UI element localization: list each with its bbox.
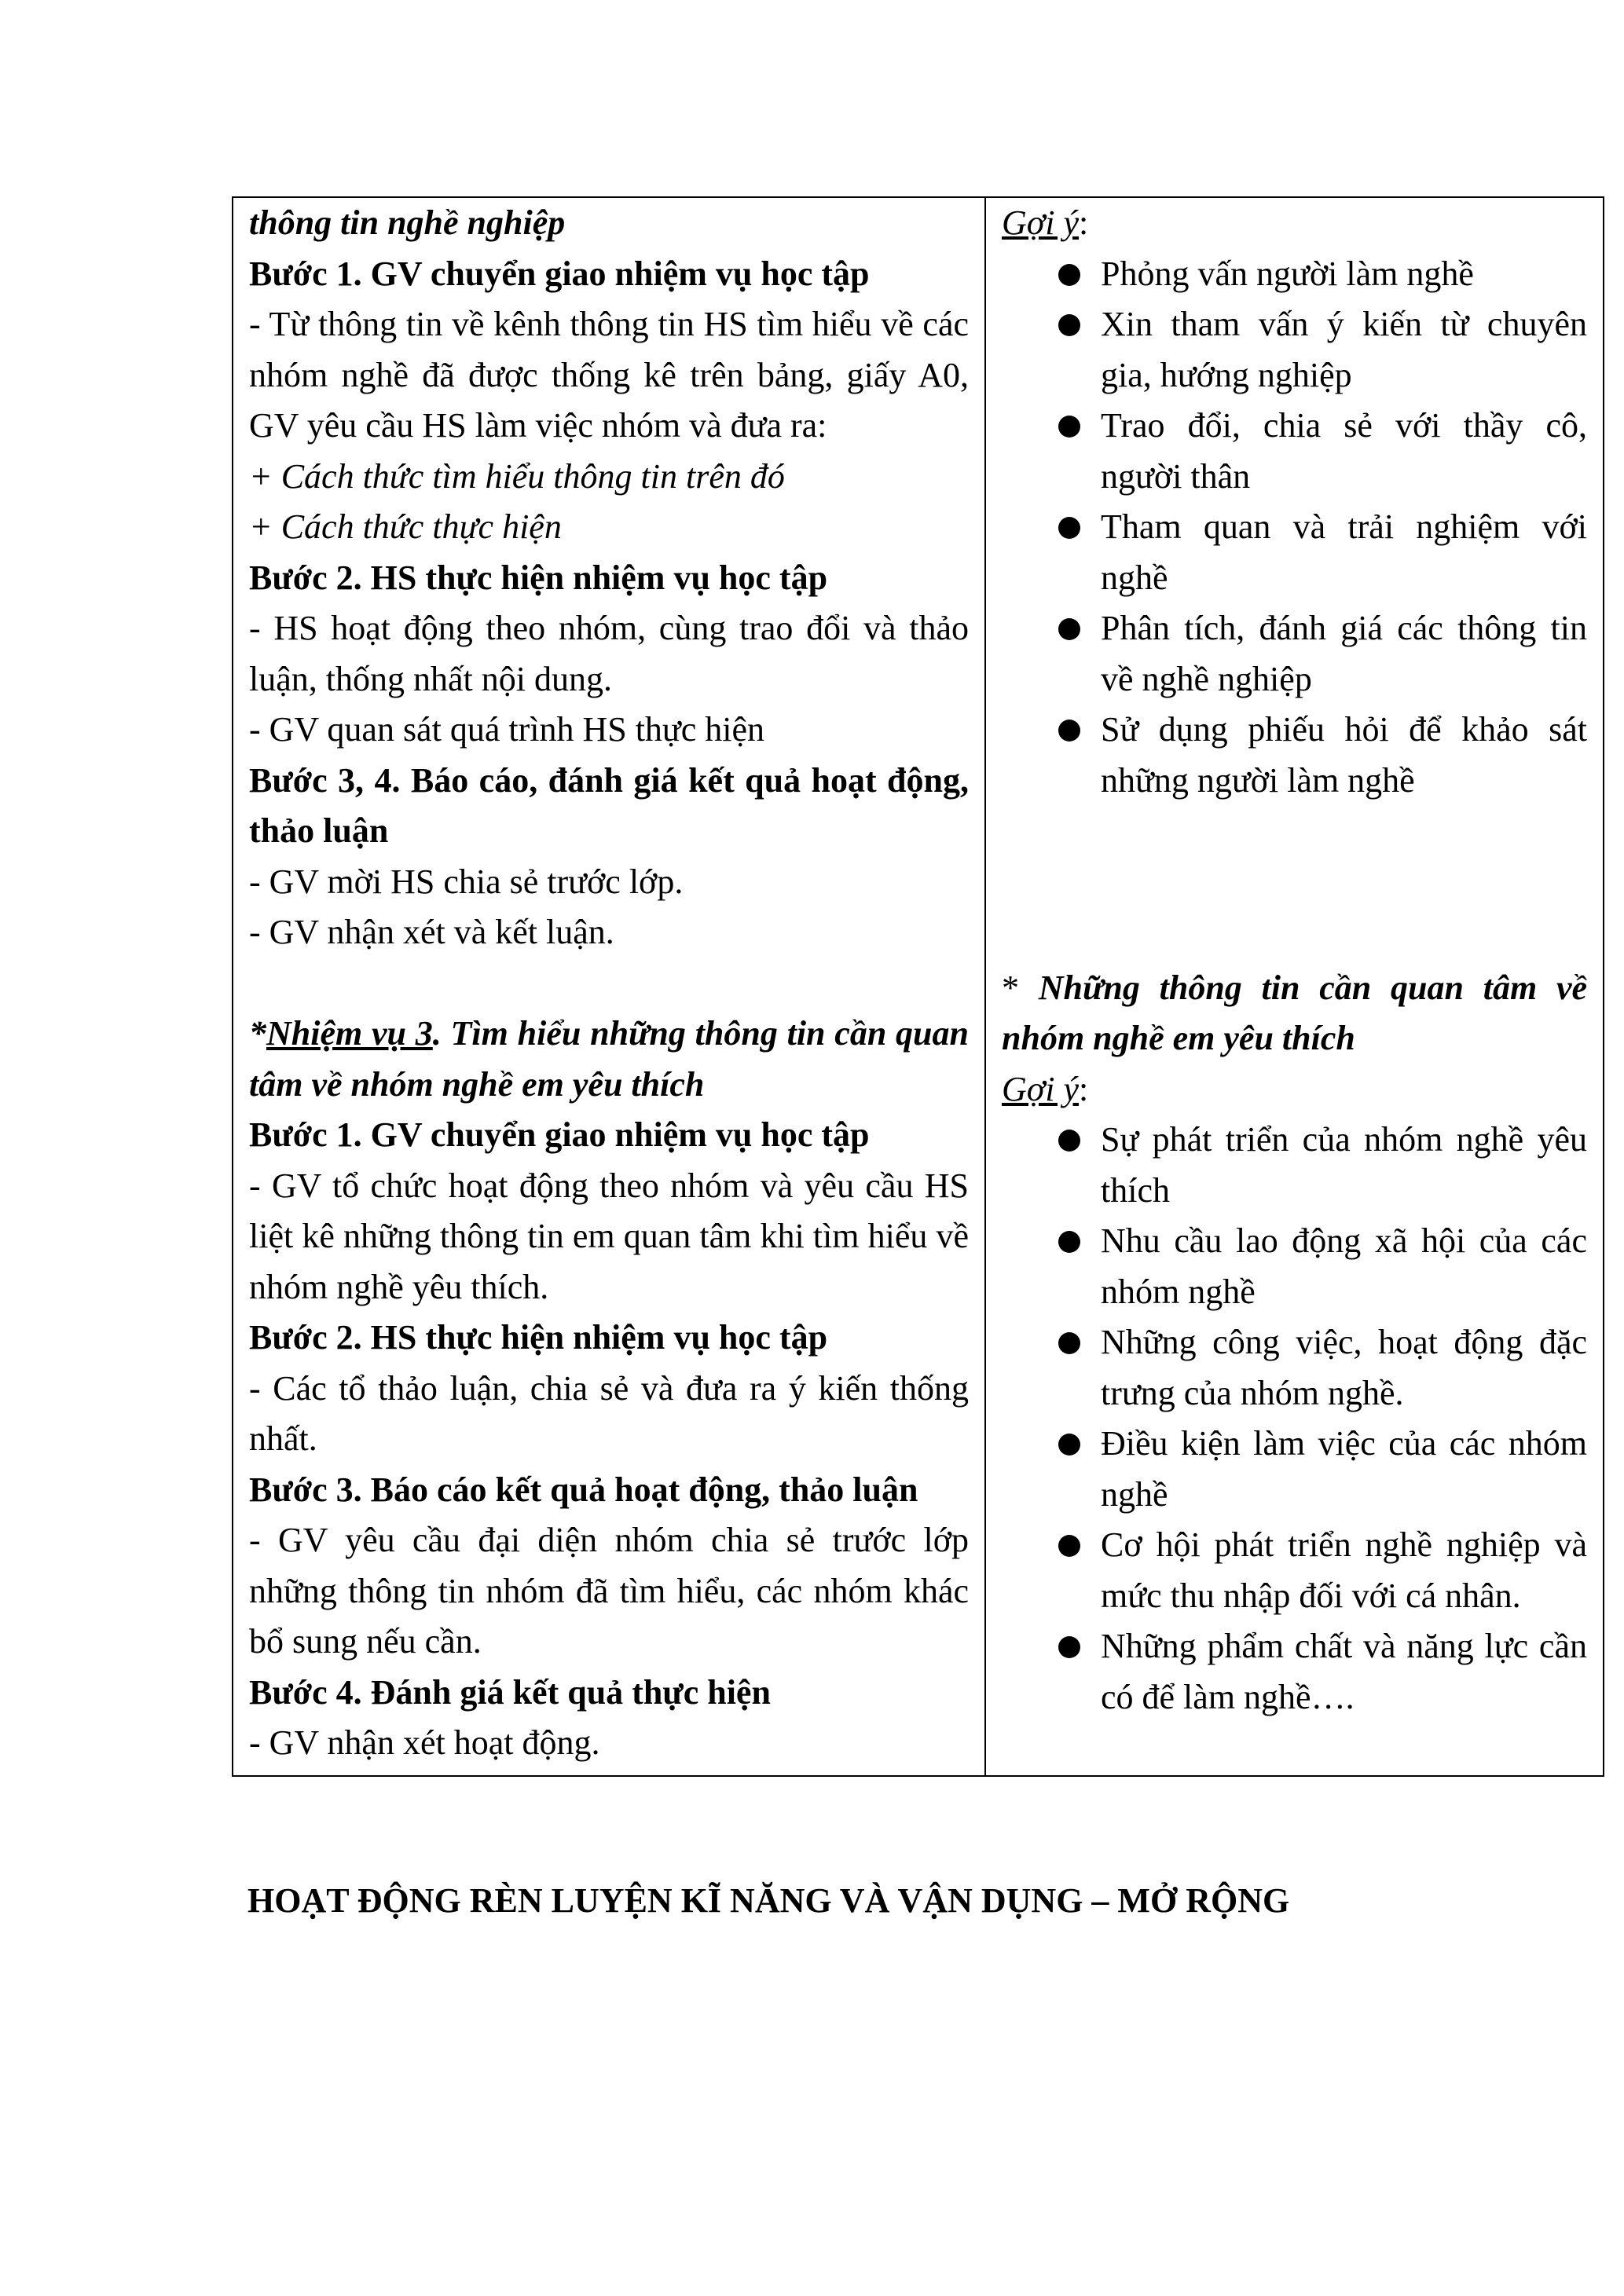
bullet-icon bbox=[1058, 517, 1080, 539]
hint-label-line bbox=[1002, 198, 1587, 249]
task-title: . Tìm hiểu những thông tin cần quan tâm về nhóm nghề em yêu thích bbox=[249, 1014, 969, 1104]
step-text: - GV tổ chức hoạt động theo nhóm và yêu cầu HS liệt kê những thông tin em quan tâm khi tìm hiểu về nhóm nghề yêu thích. bbox=[249, 1166, 969, 1306]
step-item: + Cách thức tìm hiểu thông tin trên đó bbox=[249, 456, 785, 496]
bullet-icon bbox=[1058, 1636, 1080, 1658]
step-item: + Cách thức thực hiện bbox=[249, 507, 562, 546]
result-heading-prefix: * bbox=[1002, 968, 1039, 1007]
list-item: Những phẩm chất và năng lực cần có để làm nghề…. bbox=[1002, 1621, 1587, 1723]
list-item: Tham quan và trải nghiệm với nghề bbox=[1002, 502, 1587, 603]
task-prefix: * bbox=[249, 1014, 266, 1053]
step-title: Bước 3, 4. Báo cáo, đánh giá kết quả hoạt động, thảo luận bbox=[249, 760, 969, 850]
list-item: Nhu cầu lao động xã hội của các nhóm nghề bbox=[1002, 1216, 1587, 1317]
list-item: Sự phát triển của nhóm nghề yêu thích bbox=[1002, 1115, 1587, 1216]
step-title: Bước 3. Báo cáo kết quả hoạt động, thảo luận bbox=[249, 1470, 918, 1509]
hint-list bbox=[1002, 249, 1587, 807]
task-heading bbox=[249, 1009, 969, 1110]
result-heading-text: Những thông tin cần quan tâm về nhóm nghề em yêu thích bbox=[1002, 968, 1588, 1057]
task-heading-continuation: thông tin nghề nghiệp bbox=[249, 203, 566, 242]
step-title: Bước 2. HS thực hiện nhiệm vụ học tập bbox=[249, 1318, 828, 1357]
teacher-activity-cell bbox=[233, 197, 985, 1776]
bullet-icon bbox=[1058, 1434, 1080, 1456]
task-label: Nhiệm vụ 3 bbox=[266, 1014, 433, 1053]
list-item: Những công việc, hoạt động đặc trưng của nhóm nghề. bbox=[1002, 1317, 1587, 1419]
list-item: Phân tích, đánh giá các thông tin về nghề nghiệp bbox=[1002, 603, 1587, 705]
step-title: Bước 1. GV chuyển giao nhiệm vụ học tập bbox=[249, 1115, 870, 1154]
hint-colon: : bbox=[1079, 203, 1089, 242]
bullet-icon bbox=[1058, 618, 1080, 640]
step-text: - GV nhận xét và kết luận. bbox=[249, 913, 614, 951]
hint-label: Gợi ý bbox=[1002, 203, 1080, 242]
step-text: - Các tổ thảo luận, chia sẻ và đưa ra ý kiến thống nhất. bbox=[249, 1368, 969, 1458]
result-heading bbox=[1002, 963, 1587, 1064]
list-item: Sử dụng phiếu hỏi để khảo sát những người làm nghề bbox=[1002, 705, 1587, 806]
hint-list bbox=[1002, 1115, 1587, 1723]
section-heading: HOẠT ĐỘNG RÈN LUYỆN KĨ NĂNG VÀ VẬN DỤNG – MỞ RỘNG bbox=[247, 1881, 1290, 1920]
step-text: - GV mời HS chia sẻ trước lớp. bbox=[249, 862, 684, 901]
hint-label-line bbox=[1002, 1064, 1587, 1115]
table-row bbox=[233, 197, 1604, 1776]
bullet-icon bbox=[1058, 1535, 1080, 1557]
bullet-icon bbox=[1058, 314, 1080, 336]
list-item: Cơ hội phát triển nghề nghiệp và mức thu nhập đối với cá nhân. bbox=[1002, 1520, 1587, 1621]
step-title: Bước 1. GV chuyển giao nhiệm vụ học tập bbox=[249, 254, 870, 293]
list-item: Phỏng vấn người làm nghề bbox=[1002, 249, 1587, 300]
bullet-icon bbox=[1058, 1130, 1080, 1152]
bullet-icon bbox=[1058, 1231, 1080, 1253]
list-item: Trao đổi, chia sẻ với thầy cô, người thân bbox=[1002, 401, 1587, 502]
hint-colon: : bbox=[1079, 1069, 1089, 1108]
step-text: - GV quan sát quá trình HS thực hiện bbox=[249, 710, 765, 749]
step-title: Bước 4. Đánh giá kết quả thực hiện bbox=[249, 1672, 771, 1712]
bullet-icon bbox=[1058, 1332, 1080, 1354]
hint-label: Gợi ý bbox=[1002, 1069, 1080, 1108]
step-text: - GV nhận xét hoạt động. bbox=[249, 1723, 600, 1762]
bullet-icon bbox=[1058, 720, 1080, 742]
step-text: - Từ thông tin về kênh thông tin HS tìm hiểu về các nhóm nghề đã được thống kê trên bảng, giấy A0, GV yêu cầu HS làm việc nhóm và đưa ra: bbox=[249, 305, 969, 445]
expected-result-cell bbox=[985, 197, 1604, 1776]
list-item: Điều kiện làm việc của các nhóm nghề bbox=[1002, 1419, 1587, 1520]
lesson-table bbox=[232, 196, 1604, 1777]
bullet-icon bbox=[1058, 264, 1080, 286]
step-title: Bước 2. HS thực hiện nhiệm vụ học tập bbox=[249, 558, 828, 597]
bullet-icon bbox=[1058, 416, 1080, 438]
step-text: - GV yêu cầu đại diện nhóm chia sẻ trước lớp những thông tin nhóm đã tìm hiểu, các nhóm khác bổ sung nếu cần. bbox=[249, 1521, 969, 1661]
list-item: Xin tham vấn ý kiến từ chuyên gia, hướng nghiệp bbox=[1002, 299, 1587, 401]
step-text: - HS hoạt động theo nhóm, cùng trao đổi và thảo luận, thống nhất nội dung. bbox=[249, 609, 969, 698]
